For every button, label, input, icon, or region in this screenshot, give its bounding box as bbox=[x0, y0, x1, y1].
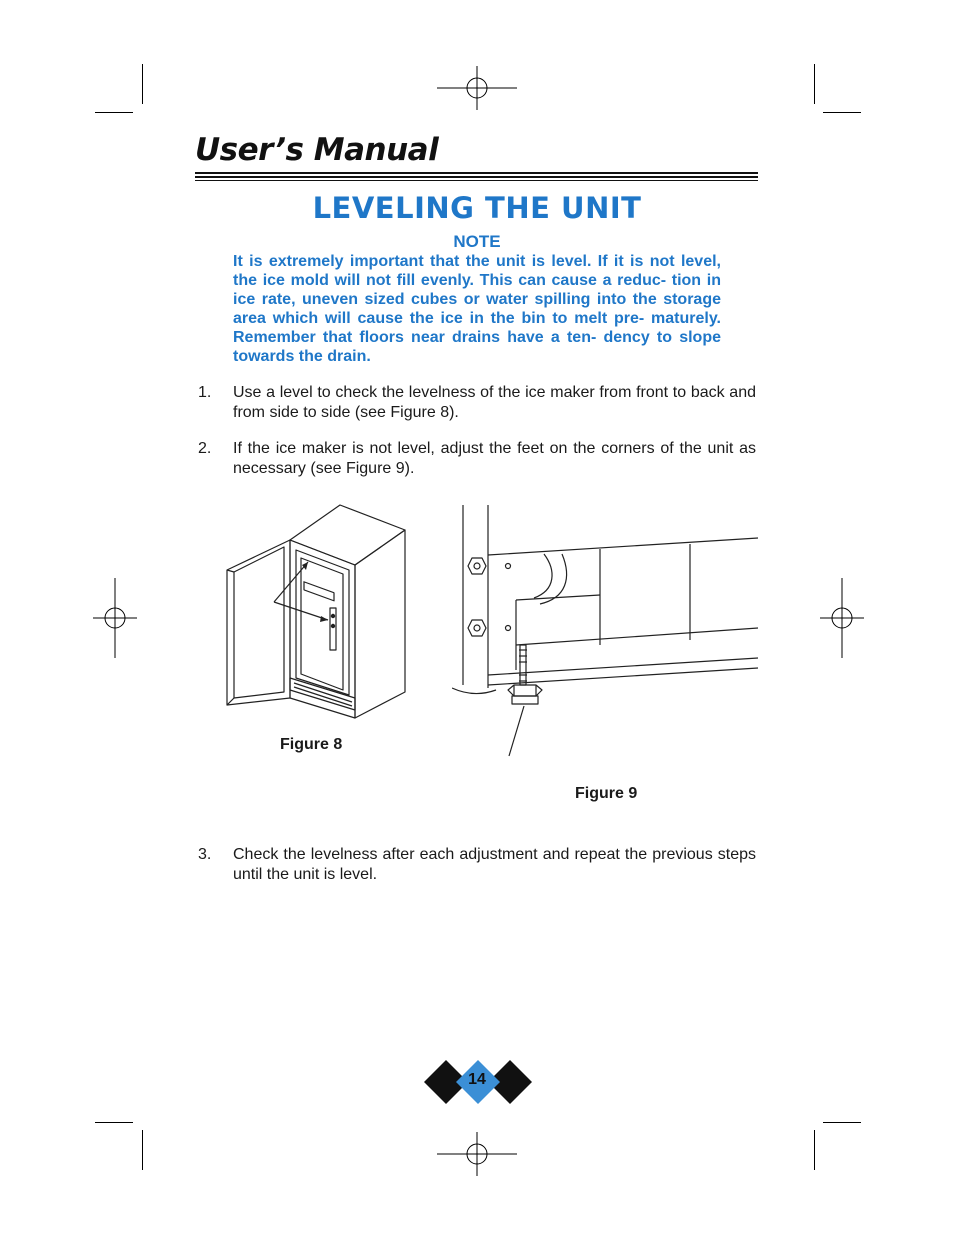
crop-mark bbox=[814, 64, 815, 104]
figure-9-illustration bbox=[452, 500, 758, 760]
title-rule bbox=[195, 180, 758, 181]
step-text: Check the levelness after each adjustment and repeat the previous steps until the unit is level. bbox=[233, 846, 756, 883]
note-heading: NOTE bbox=[453, 232, 501, 251]
title-rule bbox=[195, 172, 758, 174]
crop-mark bbox=[823, 1122, 861, 1123]
note-lead: It is extremely important that the unit is level. bbox=[233, 253, 592, 270]
step-text: Use a level to check the levelness of the ice maker from front to back and from side to side (see Figure 8). bbox=[233, 384, 756, 421]
step-number: 3. bbox=[198, 846, 212, 863]
registration-mark-icon bbox=[93, 578, 137, 658]
section-title: LEVELING THE UNIT bbox=[312, 191, 642, 225]
note-body bbox=[233, 252, 721, 366]
step-text: If the ice maker is not level, adjust the feet on the corners of the unit as necessary (see Figure 9). bbox=[233, 440, 756, 477]
note-text: If it is not level, the ice mold will not fill evenly. This can cause a reduc- tion in ice rate, uneven sized cubes or water spilling into the storage area which will cause the ice in the bin to melt pre- maturely. Remember that floors near drains have a ten- dency to slope towards the drain. bbox=[233, 253, 721, 365]
figure-8-caption: Figure 8 bbox=[280, 736, 343, 753]
crop-mark bbox=[814, 1130, 815, 1170]
crop-mark bbox=[95, 112, 133, 113]
crop-mark bbox=[142, 64, 143, 104]
registration-mark-icon bbox=[437, 66, 517, 110]
crop-mark bbox=[95, 1122, 133, 1123]
figure-9-caption: Figure 9 bbox=[575, 785, 638, 802]
figure-8-illustration bbox=[222, 500, 412, 720]
crop-mark bbox=[823, 112, 861, 113]
step-number: 1. bbox=[198, 384, 212, 401]
registration-mark-icon bbox=[820, 578, 864, 658]
title-rule bbox=[195, 176, 758, 178]
registration-mark-icon bbox=[437, 1132, 517, 1176]
page-number: 14 bbox=[468, 1071, 486, 1088]
manual-title: User’s Manual bbox=[195, 132, 439, 168]
crop-mark bbox=[142, 1130, 143, 1170]
step-number: 2. bbox=[198, 440, 212, 457]
